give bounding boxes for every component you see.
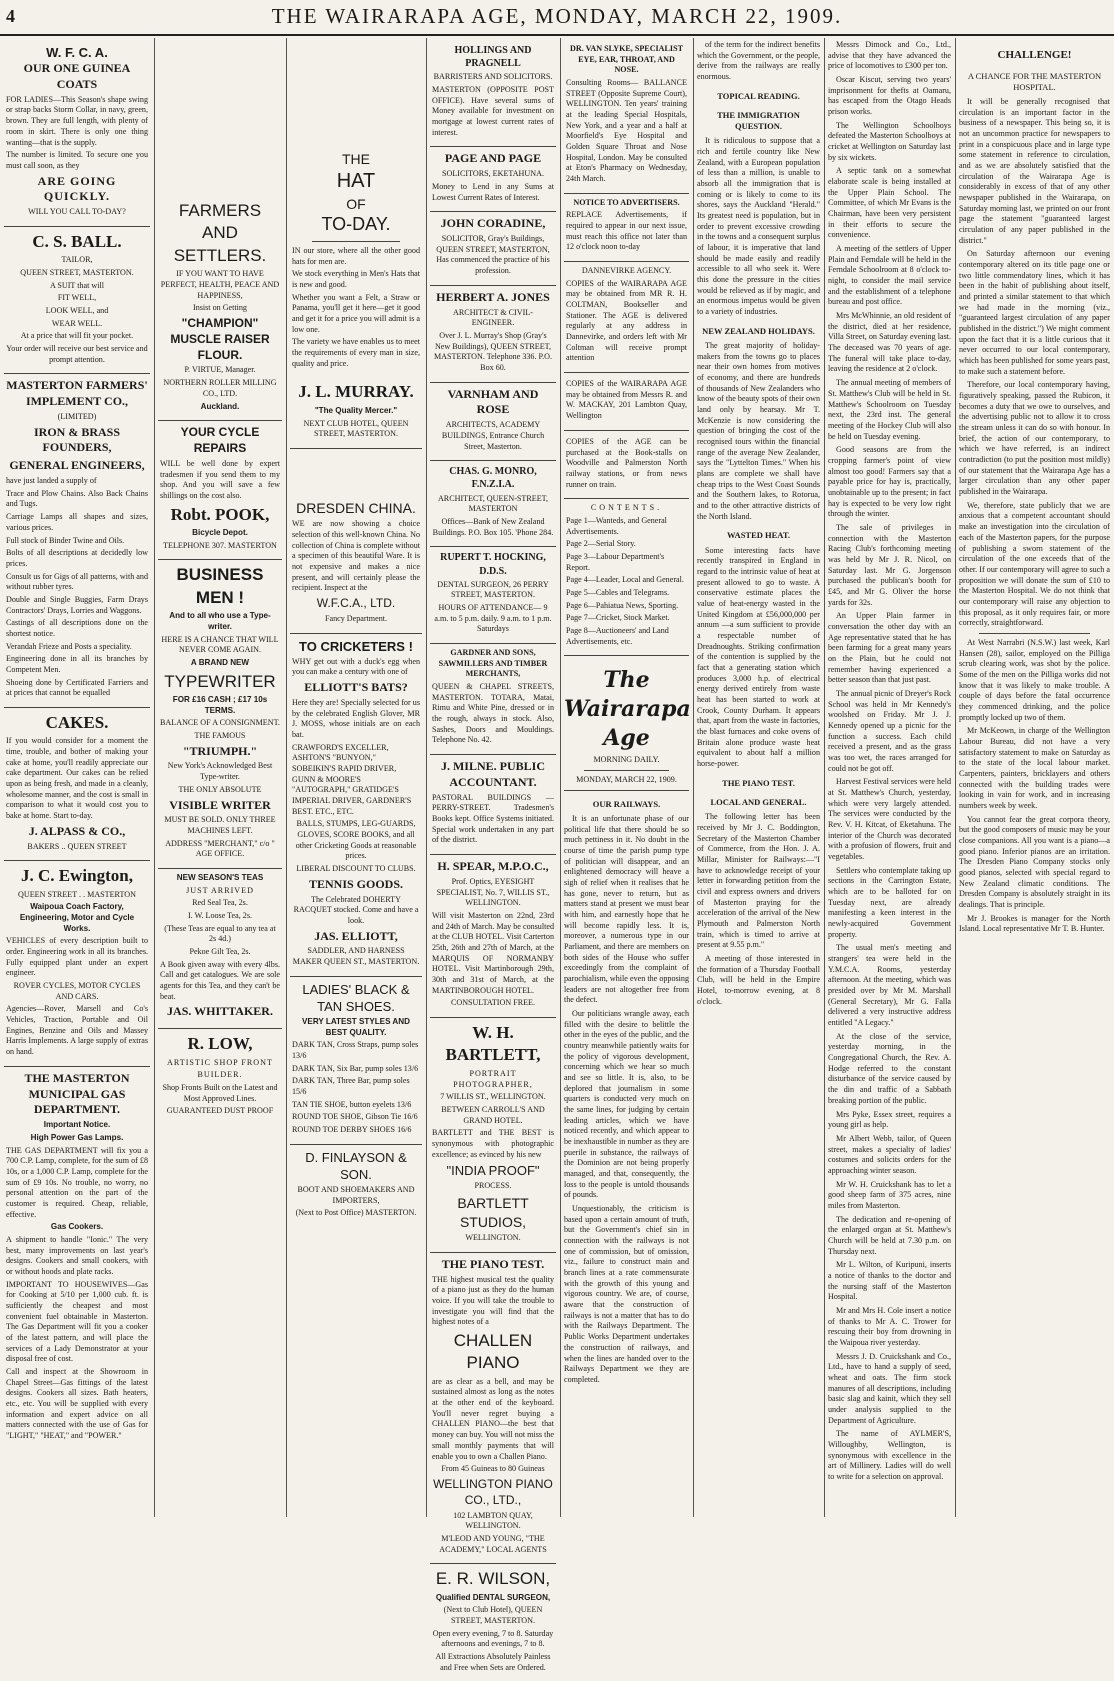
ad-heading: CHALLEN PIANO	[453, 1330, 533, 1373]
ladies-shoes-ad	[290, 977, 422, 1145]
ad-heading: THE	[342, 151, 370, 167]
teas-ad	[158, 869, 282, 1029]
ad-text: Will visit Masterton on 22nd, 23rd and 24th of March. May be consulted at the CLUB HOTEL. Visit Carterton 25th, 26th and 27th of March, at the MARQUIS OF NORMANBY HOTEL. Visit Martinborough 29th, 30th and 31st of March, at the MARTINBOROUGH HOTEL.	[432, 911, 554, 995]
ad-heading: HAT	[336, 170, 376, 193]
ad-text: At a price that will fit your pocket.	[20, 331, 134, 341]
ad-heading: JOHN CORADINE,	[440, 216, 546, 231]
ad-heading: VISIBLE WRITER	[169, 797, 271, 812]
contents-line: Page 1—Wanteds, and General Advertisements.	[566, 515, 667, 536]
ad-heading: C. S. BALL.	[32, 231, 122, 251]
shop-front-ad	[158, 1029, 282, 1125]
column-7	[828, 40, 951, 1518]
ad-heading: "TRIUMPH."	[182, 743, 258, 758]
pragnell-ad	[430, 40, 556, 147]
ad-text: are as clear as a bell, and may be sustained almost as long as the notes at the other end of the keyboard. You'll never regret buying a CHALLEN PIANO—the best that money can buy. You will not miss the small monthly payments that will enable you to own a Challen Piano.	[432, 1376, 554, 1461]
ad-text: FOR LADIES—This Season's shape swing or strap backs Storm Collar, in navy, green, brown. They are full length, with plenty of room in skirt. There is only one thing wanting—that is the supply.	[6, 94, 148, 147]
ad-heading: GARDNER AND SONS, SAWMILLERS AND TIMBER MERCHANTS,	[438, 648, 548, 679]
ad-heading: J. ALPASS & CO.,	[28, 823, 126, 838]
article-heading: NEW ZEALAND HOLIDAYS.	[702, 325, 815, 336]
ad-text: BARTLETT and THE BEST is synonymous with photographic excellence; as evinced by his new	[432, 1128, 554, 1159]
ad-text: ARTISTIC SHOP FRONT	[167, 1057, 273, 1067]
ad-text: have just landed a supply of	[6, 476, 97, 486]
ad-text: CRAWFORD'S EXCELLER, ASHTON'S "BUNYON," SOBEIKIN'S RAPID DRIVER, GUNN & MOORE'S "AUTOGRAPH," GRATIDGE'S IMPERIAL DRIVER, GARDNER'S BEST. ETC., ETC.	[292, 742, 412, 816]
coradine-ad	[430, 212, 556, 286]
ad-heading: J. MILNE. PUBLIC ACCOUNTANT.	[440, 759, 545, 789]
ad-text: BUILDER.	[197, 1070, 243, 1080]
news-paragraph: Settlers who contemplate taking up sections in the Carrington Estate, which are to be balloted for on Tuesday next, are already manifesting a keen interest in the newly-acquired Government property.	[828, 865, 951, 939]
article-paragraph: Mr J. Brookes is manager for the North Island. Local representative Mr T. B. Hunter.	[959, 913, 1110, 934]
news-paragraph: The dedication and re-opening of the enlarged organ at St. Matthew's Church will be held at 7.30 p.m. on Thursday next.	[828, 1214, 951, 1256]
news-paragraph: A septic tank on a somewhat elaborate scale is being installed at the Upper Plain School. The Committee, of which Mr Evans is the Chairman, have been very persistent in their efforts to secure the convenience.	[828, 166, 951, 240]
page-number: 4	[6, 6, 15, 26]
ad-text: All Extractions Absolutely Painless and Free when Sets are Ordered.	[435, 1651, 551, 1672]
ad-text: A Book given away with every 4lbs. Call and get catalogues. We are sole agents for this Tea, and they can't be beat.	[160, 959, 280, 1001]
ad-text: GUARANTEED DUST PROOF	[166, 1106, 274, 1116]
article-paragraph: Mr McKeown, in charge of the Wellington Labour Bureau, did not have a very satisfactory statement to make on Saturday as to the state of the local labour market. Carpenters, painters, bricklayers and others connected with the building trades were looking in vain for work, and in increasing numbers week by week.	[959, 726, 1110, 810]
ad-text: Trace and Plow Chains. Also Back Chains and Tugs.	[6, 488, 148, 509]
contents-line: Page 5—Cables and Telegrams.	[566, 587, 670, 597]
ad-heading: D. FINLAYSON & SON.	[305, 1149, 407, 1182]
ad-text: BALANCE OF A CONSIGNMENT.	[160, 718, 280, 728]
news-paragraph: Mr L. Wilton, of Kuripuni, inserts a notice of thanks to the doctor and the nursing staff of the Masterton Hospital.	[828, 1260, 951, 1302]
ad-text: Shoeing done by Certificated Farriers and at prices that cannot be equalled	[6, 677, 148, 698]
ad-text: The variety we have enables us to meet the requirements of every man in size, quality and price.	[292, 337, 420, 368]
ad-subheading: FOR £16 CASH ; £17 10s TERMS.	[172, 694, 268, 715]
ad-text: Castings of all descriptions done on the shortest notice.	[6, 618, 148, 638]
article-heading: THE IMMIGRATION QUESTION.	[717, 109, 800, 132]
article-paragraph: Therefore, our local contemporary having, figuratively speaking, passed the Rubicon, it becomes a duty that we owe to ourselves, and the advertising public not to allow it to cross the stream unless it can do so with honour. In brief, the action of our contemporary, to which we have referred, is an indirect contradiction (to put the position most mildly) of our statement that the Wairarapa Age has a larger circulation than any other paper published in the Wairarapa.	[959, 380, 1110, 497]
nameplate-title: The Wairarapa Age	[564, 667, 691, 752]
news-paragraph: Mrs McWhinnie, an old resident of the district, died at her residence, Villa Street, on Saturday evening last. The deceased was 70 years of age. The funeral will take place to-day, leaving the residence at 2 o'clock.	[828, 311, 951, 374]
article-paragraph: Our politicians wrangle away, each filled with the desire to belittle the other in the eyes of the public, and the country meanwhile patiently waits for the policy of vigorous development, concerning which we hear so much and see so little. It is, also, to be deplored that journalism in some quarters is conducted very much on the same lines, for judging by certain leading articles, which we have noticed recently, and which appear to be inexhaustible in number as they are puerile in substance, the railways of the Dominion are not being properly managed, and that, consequently, the loss to the people is untold thousands of pounds.	[564, 1009, 689, 1200]
ad-heading: FARMERS AND SETTLERS.	[173, 201, 267, 265]
news-paragraph: Mr Albert Webb, tailor, of Queen street, makes a specialty of ladies' costumes and solicits orders for the approaching winter season.	[828, 1133, 951, 1175]
ad-text: M'LEOD AND YOUNG, "THE ACADEMY," LOCAL AGENTS	[439, 1533, 547, 1554]
ad-subheading: High Power Gas Lamps.	[30, 1132, 124, 1142]
ad-heading: CAKES.	[45, 712, 109, 732]
ad-text: MUST BE SOLD. ONLY THREE MACHINES LEFT.	[164, 815, 276, 835]
ad-text: Offices—Bank of New Zealand Buildings. P.O. Box 105. 'Phone 284.	[432, 517, 554, 537]
price-line: DARK TAN, Cross Straps, pump soles 13/6	[292, 1040, 419, 1061]
ad-text: (These Teas are equal to any tea at 2s 4d.)	[164, 923, 276, 944]
dresden-ad	[290, 449, 422, 634]
ad-heading: "CHAMPION" MUSCLE RAISER FLOUR.	[170, 316, 270, 362]
article-paragraph: It is ridiculous to suppose that a rich and fertile country like New Zealand, with a European population of less than a million, is unable to absorb all the immigration that is coming or is likely to come to its shores, says the Auckland "Herald." Its greatest need is population, but in order to prevent excessive crowding in the towns and a consequent surplus of labour, it is imperative that land should be made easily and readily accessible to all who seek it. Were this done the pressure in the cities would be relieved as if by magic, and an enormous impetus would be given to a variety of industries.	[697, 136, 820, 317]
ad-heading: NEW SEASON'S TEAS	[176, 873, 264, 883]
ad-heading: TENNIS GOODS.	[308, 876, 404, 891]
contents-line: Page 7—Cricket, Stock Market.	[566, 613, 670, 623]
ad-text: HERE IS A CHANCE THAT WILL NEVER COME AGAIN.	[161, 634, 279, 655]
spear-ad	[430, 855, 556, 1018]
ad-text: Insist on Getting	[193, 303, 247, 313]
gardner-ad	[430, 644, 556, 755]
price-line: DARK TAN, Six Bar, pump soles 13/6	[292, 1063, 419, 1073]
finlayson-ad	[290, 1145, 422, 1227]
article-paragraph: It is an unfortunate phase of our political life that there should be so much pettiness in it. No doubt in the course of time the parish pump type of politician will disappear, and an enlightened democracy will heave a sigh of relief when it realises that he has gone, never to return, but as matters stand at present we must bear with him, and earnestly hope that he will become rapidly less. It is, moreover, a numerous type in our Parliament, and there are members on both sides of the House who suffer exceedingly from the complaint of parochialism, while even the opposing leaders are not altogether free from the defect.	[564, 813, 689, 1005]
ewington-ad	[4, 861, 150, 1067]
ad-text: QUEEN STREET, MASTERTON.	[20, 267, 134, 277]
news-paragraph: The name of AYLMER'S, Willoughby, Wellington, is synonymous with excellence in the art of Millinery. Ladies will do well to write for a selection on approval.	[828, 1429, 951, 1481]
ad-text: Fancy Department.	[324, 613, 388, 623]
ad-text: NEXT CLUB HOTEL, QUEEN STREET, MASTERTON.	[303, 418, 409, 439]
column-rule	[693, 38, 694, 1517]
ad-text: THE ONLY ABSOLUTE	[178, 784, 262, 794]
ad-heading: NOTICE TO ADVERTISERS.	[573, 197, 680, 207]
ad-text: SADDLER, AND HARNESS MAKER QUEEN ST., MASTERTON.	[292, 946, 420, 967]
ad-text: TAILOR,	[61, 255, 93, 265]
news-paragraph: The annual meeting of members of St. Matthew's Club will be held in St. Matthew's Schoolroom on Tuesday next, the 23rd inst. The general meeting of the Hockey Club will also be held on Tuesday evening.	[828, 378, 951, 441]
ad-text: ADDRESS "MERCHANT," c/o " AGE OFFICE.	[165, 838, 275, 859]
ad-text: COPIES of the AGE can be purchased at the Book-stalls on Woodville and Palmerston North railway stations, or from news runner on train.	[566, 436, 687, 489]
news-paragraph: A meeting of the settlers of Upper Plain and Ferndale will be held in the Ferndale Schoolroom at 8 o'clock to-night, to consider the mail service and the establishment of a telephone bureau and post office.	[828, 244, 951, 307]
contents-line: Page 8—Auctioneers' and Land Advertisements, etc.	[566, 625, 669, 646]
article-paragraph: The great majority of holiday-makers from the towns go to places near their own homes from motives of economy, and there are hundreds of thousands of New Zealanders who know of the beauty spots of their own land only by hearsay. Mr T. McKenzie is now considering the question of bringing the cost of the recognised tours within the financial range of the average New Zealander, says the "Lyttelton Times." When his plans are complete we shall have cheap trips to the West Coast Sounds and the Southern lakes, to Rotorua, and to the other attractive districts of the North Island.	[697, 340, 820, 521]
ad-text: PASTORAL BUILDINGS — PERRY-STREET. Tradesmen's Books kept. Office Systems initiated. Special work undertaken in any part of the district.	[432, 792, 554, 845]
article-paragraph: It will be generally recognised that circulation is an important factor in the business of a newspaper. This being so, it is not an uncommon practice for newspapers to print in a conspicuous place and in large type some statement in reference to circulation, and as we are absolutely satisfied that the circulation of the Wairarapa Age is considerably in excess of that of any other newspaper published in the Wairarapa, on Saturday morning last, we printed on our front page the statement "guaranteed largest circulation of any paper published in the district."	[959, 96, 1110, 245]
guinea-coats-ad	[4, 40, 150, 227]
news-paragraph: Good seasons are from the cropping farmer's point of view almost too good! Farmers say that a payable price for hay is, practically, unobtainable up to the present; in fact hay is expected to be very low right through the winter.	[828, 445, 951, 519]
copies-notice	[564, 373, 689, 431]
ad-text: JUST ARRIVED	[186, 885, 254, 895]
ad-text: WEAR WELL.	[51, 318, 103, 328]
news-paragraph: At the close of the service, yesterday morning, in the Congregational Church, the Rev. A. Hodge referred to the constant disturbance of the service caused by the din and traffic of a Sabbath breaking portion of the public.	[828, 1031, 951, 1105]
ad-subheading: Bicycle Depot.	[192, 527, 248, 537]
varnham-ad	[430, 383, 556, 462]
ad-heading: MASTERTON FARMERS' IMPLEMENT CO.,	[6, 378, 148, 409]
ad-heading: H. SPEAR, M.P.O.C.,	[437, 859, 549, 874]
farmers-implement-ad	[4, 374, 150, 708]
ad-text: I. W. Loose Tea, 2s.	[187, 911, 253, 921]
ad-subheading: Waipoua Coach Factory, Engineering, Motor and Cycle Works.	[19, 902, 135, 933]
editorial-nameplate	[564, 656, 689, 790]
ad-heading: J. L. MURRAY.	[298, 382, 414, 402]
ad-text: Agencies—Rover, Marsell and Co's Vehicles, Traction, Portable and Oil Engines, Benzine and Oils and Massey Harris Implements. A large supply of extras on hand.	[6, 1004, 148, 1057]
contents-line: Page 3—Labour Department's Report.	[566, 551, 665, 572]
ad-text: DENTAL SURGEON, 26 PERRY STREET, MASTERTON.	[437, 579, 549, 600]
vanslyke-ad	[564, 40, 689, 194]
article-heading: WASTED HEAT.	[727, 530, 790, 541]
column-2	[158, 40, 282, 1518]
ad-heading: TYPEWRITER	[164, 671, 276, 691]
news-paragraph: Mr W. H. Cruickshank has to let a good sheep farm of 375 acres, nine miles from Masterton.	[828, 1179, 951, 1210]
ad-text: TELEPHONE 307. MASTERTON	[163, 540, 277, 550]
news-paragraph: An Upper Plain farmer in conversation the other day with an Age representative stated that he has been farming for a great many years on the Plain, but he could not remember having experienced a better season than that just past.	[828, 611, 951, 685]
farmers-settlers-ad	[158, 40, 282, 421]
ad-text: ARCHITECT, QUEEN-STREET, MASTERTON	[437, 493, 549, 514]
ad-text: ROVER CYCLES, MOTOR CYCLES AND CARS.	[13, 981, 141, 1001]
ad-subheading: And to all who use a Type-writer.	[169, 611, 271, 631]
hat-ad	[290, 40, 422, 449]
ad-text: New York's Acknowledged Best Type-writer.	[167, 761, 273, 782]
ad-text: We stock everything in Men's Hats that is new and good.	[292, 269, 420, 290]
article-paragraph: A meeting of those interested in the formation of a Thursday Football Club, will be held in the Empire Hotel, to-morrow evening, at 8 o'clock.	[697, 953, 820, 1006]
news-paragraph: The Wellington Schoolboys defeated the Masterton Schoolboys at cricket at Wellington on Saturday last by six wickets.	[828, 120, 951, 162]
ad-heading: BUSINESS MEN !	[176, 565, 264, 607]
column-rule	[824, 38, 825, 1517]
news-paragraph: Oscar Kiscut, serving two years' imprisonment for thefts at Oamaru, has escaped from the Otago Heads prison works.	[828, 75, 951, 117]
ad-text: QUEEN STREET . . MASTERTON	[18, 889, 136, 899]
edition-date: MONDAY, MARCH 22, 1909.	[576, 775, 677, 785]
article-paragraph: You cannot fear the great corpora theory, but the good composers of music may be your close companions. All you want is a piano—a good piano. Inferior pianos are an irritation. The Dresden Piano Company stocks only good pianos, selected with special regard to New Zealand climatic conditions. The Dresden Company is absolutely straight in its dealings. That is principle.	[959, 814, 1110, 909]
ad-subheading: Qualified DENTAL SURGEON,	[435, 1592, 551, 1602]
ad-text: Verandah Frieze and Posts a speciality.	[6, 641, 132, 651]
contents-line: Page 6—Pahiatua News, Sporting.	[566, 600, 679, 610]
ad-heading: CHAS. G. MONRO, F.N.Z.I.A.	[449, 466, 537, 491]
ball-tailor-ad	[4, 227, 150, 374]
ad-text: IMPORTANT TO HOUSEWIVES—Gas for Cooking at 5/10 per 1,000 cub. ft. is sufficiently the cheapest and most convenient fuel obtainable in Masterton. The Gas Department will fit you a cooker of the latest pattern, and will place the services of a Lady Demonstrator at your disposal free of cost.	[6, 1279, 148, 1364]
ad-text: From 45 Guineas to 80 Guineas	[441, 1464, 545, 1474]
price-line: TAN TIE SHOE, button eyelets 13/6	[292, 1099, 412, 1109]
ad-heading: HERBERT A. JONES	[436, 289, 550, 304]
ad-heading: TO CRICKETERS !	[299, 638, 413, 654]
ad-text: Over J. L. Murray's Shop (Gray's New Buildings), QUEEN STREET, MASTERTON. Telephone 336. P.O. Box 60.	[433, 330, 553, 372]
ad-heading: ARE GOING QUICKLY.	[37, 173, 117, 204]
ad-subheading: VERY LATEST STYLES AND BEST QUALITY.	[302, 1017, 410, 1037]
ad-text: Double and Single Buggies, Farm Drays Contractors' Drays, Lorries and Waggons.	[6, 594, 148, 615]
monro-ad	[430, 461, 556, 547]
ad-text: THE GAS DEPARTMENT will fix you a 700 C.P. Lamp, complete, for the sum of £8 10s, or a 1,000 C.P. Lamp, complete for the sum of £9 10s. No trouble, no worry, no personal attention on the part of the customer is required. Cheap, reliable, effective.	[6, 1145, 148, 1219]
ad-heading: HOLLINGS AND PRAGNELL	[454, 45, 532, 70]
ad-text: (Next to Club Hotel), QUEEN STREET, MASTERTON.	[443, 1605, 543, 1625]
typewriter-ad	[158, 560, 282, 869]
ad-text: WILL be well done by expert tradesmen if you send them to my shop. And you will save a few shillings on the cost also.	[160, 458, 280, 500]
ad-subheading: Gas Cookers.	[50, 1222, 104, 1232]
ad-text: LIBERAL DISCOUNT TO CLUBS.	[296, 864, 416, 873]
ad-heading: DANNEVIRKE AGENCY.	[581, 266, 672, 276]
cricket-ad	[290, 634, 422, 977]
column-5	[564, 40, 689, 1518]
article-paragraph: We, therefore, state publicly that we are anxious that a competent accountant should make an investigation into the circulation of each of the Masterton papers, for the purpose of publishing a sworn statement of the circulation of the one exceeds that of the other. If our contemporary will agree to such a proposition we will donate the sum of £10 to the Masterton Hospital. We do not think that our contemporary will raise any objection to this proposal, as it only requires fair, or more correctly, straightforward.	[959, 500, 1110, 628]
ad-text: COPIES of the WAIRARAPA AGE may be obtained from MR R. H. COLTMAN, Bookseller and Stationer. The AGE is delivered regularly at any address in Dannevirke, and orders left with Mr Coltman will receive prompt attention	[566, 278, 687, 363]
railways-article	[564, 799, 689, 1386]
article-paragraph: The following letter has been received by Mr J. C. Boddington, Secretary of the Masterton Chamber of Commerce, from the Hon. J. A. Millar, Minister for Railways:—"I have to acknowledge receipt of your letter in forwarding petition from the civil and express owners and drivers of Masterton praying for the acceleration of the arrival of the New Plymouth and Palmerston North train, which is timed to arrive at present at 9.55 p.m."	[697, 812, 820, 950]
article-heading: TOPICAL READING.	[717, 90, 800, 101]
ad-text: Consult us for Gigs of all patterns, with and without rubber tyres.	[6, 571, 148, 592]
ad-heading: VARNHAM AND ROSE	[447, 386, 539, 417]
column-rule	[426, 38, 427, 1517]
ad-subheading: Auckland.	[200, 401, 240, 411]
ad-heading: OUR ONE GUINEA COATS	[23, 61, 131, 91]
ad-text: IN our store, where all the other good hats for men are.	[292, 246, 420, 266]
ad-heading: YOUR CYCLE REPAIRS	[180, 425, 260, 455]
ad-text: Pekoe Gilt Tea, 2s.	[189, 947, 251, 957]
ad-text: The number is limited. To secure one you must call soon, as they	[6, 150, 148, 170]
ad-text: BETWEEN CARROLL'S AND GRAND HOTEL.	[441, 1104, 545, 1125]
news-paragraph: Messrs Dimock and Co., Ltd., advise that they have advanced the price of locomotives to £300 per ton.	[828, 40, 951, 71]
news-paragraph: The annual picnic of Dreyer's Rock School was held in Mr Kennedy's woolshed on Friday. Mr J. J. Kennedy opened up a picnic for the function a success. Each child received a present, and as the grass was too wet, the races arranged for could not be got off.	[828, 688, 951, 773]
article-paragraph: Unquestionably, the criticism is based upon a certain amount of truth, but the Government's chief sin in connection with the railways is not one of commission, but of omission, viz., failure to construct main and branch lines at a rate commensurate with the growth of this young and vigorous country. We are, of course, aware that the construction of railways is not a matter that has to do with the Railways Department. The Public Works Department undertakes the construction of railways, and when the lines are handed over to the Railways Department we they are completed.	[564, 1204, 689, 1384]
ad-heading: TO-DAY.	[321, 214, 391, 235]
column-rule	[286, 38, 287, 1517]
ad-text: BAKERS .. QUEEN STREET	[27, 841, 127, 851]
column-4	[430, 40, 556, 1672]
ad-text: MASTERTON (OPPOSITE POST OFFICE). Have several sums of Money available for investment on mortgage at lowest current rates of interest.	[432, 85, 554, 137]
ad-text: Money to Lend in any Sums at Lowest Current Rates of Interest.	[432, 181, 554, 202]
ad-text: Carriage Lamps all shapes and sizes, various prices.	[6, 512, 148, 532]
column-rule	[154, 38, 155, 1517]
ad-text: The Celebrated DOHERTY RACQUET stocked. Come and have a look.	[293, 894, 419, 925]
article-heading: OUR RAILWAYS.	[592, 798, 661, 809]
ad-text: Engineering done in all its branches by Competent Men.	[6, 654, 148, 674]
ad-heading: ELLIOTT'S BATS?	[304, 680, 408, 695]
contents-box	[564, 499, 689, 656]
bartlett-ad	[430, 1018, 556, 1253]
ad-text: Consulting Rooms— BALLANCE STREET (Opposite Supreme Court), WELLINGTON. Ten years' training at the leading Special Hospitals, New York, and a year and a half at Moorfield's Eye Hospital and Golden Square Throat and Nose Hospital, London. May be consulted at Eton's Pharmacy on Wednesday, 24th March.	[566, 78, 687, 184]
ad-heading: LADIES' BLACK & TAN SHOES.	[302, 981, 410, 1014]
contents-line: Page 4—Leader, Local and General.	[566, 575, 684, 585]
column-rule	[560, 38, 561, 1517]
ad-heading: W.F.C.A., LTD.	[316, 596, 396, 611]
ad-heading: "INDIA PROOF"	[446, 1163, 540, 1179]
article-paragraph: At West Narrabri (N.S.W.) last week, Karl Hansen (28), sailor, employed on the Pilliga scrub clearing work, was shot by the police. Some of the men on the Pilliga works did not know that it was likely to make trouble. A couple of days before the fatal occurrence they commenced drinking, and the police promptly locked up two of them.	[959, 637, 1110, 722]
ad-heading: GENERAL ENGINEERS,	[9, 458, 145, 473]
ad-heading: OF	[346, 195, 366, 212]
news-paragraph: Mr and Mrs H. Cole insert a notice of thanks to Mr A. C. Trower for rescuing their boy from drowning in the Waipoua river yesterday.	[828, 1305, 951, 1347]
ad-text: COPIES of the WAIRARAPA AGE may be obtained from Messrs R. and W. MACKAY, 201 Lambton Quay, Wellington	[566, 379, 687, 421]
ad-text: THE highest musical test the quality of a piano just as they do the human voice. If you will take the trouble to investigate you will find that the highest notes of a	[432, 1274, 554, 1327]
price-line: ROUND TOE DERBY SHOES 16/6	[292, 1125, 412, 1135]
newspaper-title: THE WAIRARAPA AGE, MONDAY, MARCH 22, 1909.	[271, 4, 843, 28]
column-6	[697, 40, 820, 1518]
notice-advertisers	[564, 194, 689, 262]
ad-text: PORTRAIT PHOTOGRAPHER,	[453, 1068, 533, 1089]
ad-text: Open every evening, 7 to 8. Saturday afternoons and evenings, 7 to 8.	[432, 1628, 554, 1649]
ad-text: WELLINGTON.	[465, 1233, 521, 1243]
ad-heading: IRON & BRASS FOUNDERS,	[33, 424, 120, 455]
ad-text: Your order will receive our best service and prompt attention.	[6, 343, 148, 364]
ad-heading: DR. VAN SLYKE, SPECIALIST EYE, EAR, THROAT, AND NOSE.	[570, 44, 683, 75]
ad-heading: W. H. BARTLETT,	[445, 1023, 541, 1065]
jones-ad	[430, 286, 556, 383]
ad-heading: JAS. ELLIOTT,	[314, 928, 398, 943]
ad-heading: THE MASTERTON MUNICIPAL GAS DEPARTMENT.	[24, 1070, 130, 1117]
ad-text: Whether you want a Felt, a Straw or Panama, you'll get it here—get it good and get it for a price you will admit is a low one.	[292, 292, 420, 334]
cakes-ad	[4, 708, 150, 861]
article-paragraph: Some interesting facts have recently transpired in England in regard to the intrinsic value of heat at present allowed to go to waste. A conservative estimate places the value of heat-energy wasted in the United Kingdom at £56,000,000 per annum —a sum sufficient to provide a respectable number of Dreadnoughts. Striking confirmation of the contention is supplied by the fact that a generating station which produces 3,000 h.p. of electrical energy derived entirely from waste heat has been started to work at Crook, County Durham. It appears that, apart from the waste in factories, the blast furnaces and coke ovens of Britain alone produce waste heat equivalent to about half a million horse-power.	[697, 545, 820, 769]
column-1	[4, 40, 150, 1518]
ad-text: REPLACE Advertisements, if required to appear in our next issue, must reach this office not later than 12 o'clock noon to-day	[566, 210, 687, 252]
ad-text: ARCHITECTS, ACADEMY BUILDINGS, Entrance Church Street, Masterton.	[441, 420, 545, 451]
ad-text: (Next to Post Office) MASTERTON.	[295, 1208, 417, 1218]
cycle-repairs-ad	[158, 421, 282, 560]
gas-department-ad	[4, 1067, 150, 1450]
article-heading: CHALLENGE!	[997, 49, 1072, 61]
news-paragraph: Harvest Festival services were held at St. Matthew's Church, yesterday, which were very largely attended. The services were conducted by the Rev. V. H. Kitcat, of Eketahuna. The interior of the Church was decorated with a profusion of flowers, fruit and vegetables.	[828, 777, 951, 862]
ad-text: IF YOU WANT TO HAVE PERFECT, HEALTH, PEACE AND HAPPINESS,	[160, 269, 280, 300]
ad-text: WHY get out with a duck's egg when you can make a century with one of	[292, 656, 420, 677]
ad-text: P. VIRTUE, Manager.	[184, 365, 256, 375]
ad-text: ARCHITECT & CIVIL-ENGINEER.	[453, 307, 533, 328]
news-paragraph: The usual men's meeting and strangers' tea were held in the Y.M.C.A. Rooms, yesterday afternoon. At the meeting, which was presided over by Mr M. Marshall (General Secretary), Mr G. Falla delivered a very instructive address entitled "A Legacy."	[828, 943, 951, 1028]
ad-text: THE FAMOUS	[194, 730, 246, 740]
news-paragraph: The sale of privileges in connection with the Masterton Racing Club's forthcoming meeting was held by Mr J. R. Nicol, on Saturday last. Mr G. Jorgenson purchased the publican's booth for £45, and Mr G. Oliver the horse yards for 32s.	[828, 522, 951, 607]
ad-text: HOURS OF ATTENDANCE— 9 a.m. to 5 p.m. daily. 9 a.m. to 1 p.m. Saturdays	[434, 603, 552, 634]
ad-text: VEHICLES of every description built to order. Engineering work in all its branches. Fully equipped plant under an expert engineer.	[6, 936, 148, 978]
ad-heading: E. R. WILSON,	[435, 1569, 551, 1589]
ad-text: SOLICITORS, EKETAHUNA.	[442, 169, 544, 179]
ad-subheading: "The Quality Mercer."	[314, 405, 398, 415]
article-paragraph: On Saturday afternoon our evening contemporary altered on its title page one or two little commendatory lines, which it has been in the habit of publishing about itself, and printed a similar statement to that which we had made in the morning (viz., "guaranteed largest circulation of any paper published in the district.") We might comment upon the fact that it is a little curious that it never occurred to our local contemporary, which has been published for some years past, to make such a statement before.	[959, 249, 1110, 376]
hocking-ad	[430, 547, 556, 644]
dannevirke-agency	[564, 262, 689, 373]
ad-heading: BARTLETT STUDIOS,	[457, 1195, 529, 1230]
contents-line: Page 2—Serial Story.	[566, 539, 636, 549]
wilson-dental-ad	[430, 1564, 556, 1681]
milne-ad	[430, 755, 556, 855]
article-paragraph: of the term for the indirect benefits which the Government, or the people, derive from the railways are really enormous.	[697, 40, 820, 82]
ad-text: WE are now showing a choice selection of this well-known China. No collection of China is complete without a specimen of this beautiful Ware. It is not expensive and makes a nice present, and will certainly please the recipient. Inspect at the	[292, 519, 420, 593]
ad-text: Red Seal Tea, 2s.	[192, 898, 248, 908]
article-heading: THE PIANO TEST.	[722, 777, 795, 788]
nameplate-subtitle: MORNING DAILY.	[593, 755, 660, 765]
ad-text: Shop Fronts Built on the Latest and Most Approved Lines.	[162, 1083, 278, 1103]
ad-text: NORTHERN ROLLER MILLING CO., LTD.	[163, 378, 277, 398]
ad-text: Call and inspect at the Showroom in Chapel Street—Gas fittings of the latest designs. Cookers all sizes. Bath heaters, etc., etc. You will be supplied with every information and expert advice on all matters connected with the use of Gas for "LIGHT," "HEAT," and "POWER."	[6, 1367, 148, 1441]
contents-heading: CONTENTS.	[590, 503, 663, 513]
ad-heading: R. LOW,	[187, 1034, 253, 1054]
column-8	[959, 40, 1110, 1518]
ad-heading: RUPERT T. HOCKING, D.D.S.	[440, 552, 546, 577]
ad-text: WILL YOU CALL TO-DAY?	[28, 207, 126, 217]
ad-heading: WELLINGTON PIANO CO., LTD.,	[433, 1476, 553, 1507]
ad-text: FIT WELL,	[57, 293, 97, 303]
ad-subheading: Important Notice.	[43, 1120, 111, 1130]
ad-text: PROCESS.	[474, 1181, 512, 1191]
article-subheading: A CHANCE FOR THE MASTERTON HOSPITAL.	[967, 70, 1102, 92]
ad-text: A shipment to handle "Ionic." The very best, many improvements on last year's designs. Cookers and small cookers, with or without hoods and plate racks.	[6, 1234, 148, 1276]
ad-text: Bolts of all descriptions at decidedly low prices.	[6, 548, 148, 568]
challen-piano-ad	[430, 1253, 556, 1564]
ad-heading: JAS. WHITTAKER.	[167, 1004, 273, 1019]
copies-notice	[564, 431, 689, 499]
ad-text: CONSULTATION FREE.	[450, 998, 536, 1008]
page-solicitors-ad	[430, 147, 556, 212]
column-rule	[955, 38, 956, 1517]
ad-subheading: A BRAND NEW	[190, 657, 250, 667]
price-line: DARK TAN, Three Bar, pump soles 15/6	[292, 1076, 410, 1097]
news-paragraph: Messrs J. D. Cruickshank and Co., Ltd., have to hand a supply of seed, wheat and oats. The firm stock manures of all descriptions, including basic slag and kainit, which they sell under analysis supplied to the Department of Agriculture.	[828, 1351, 951, 1425]
ad-text: Here they are! Specially selected for us by the celebrated English Glover, MR J. MOSS, whose initials are on each bat.	[292, 697, 420, 739]
ad-heading: DRESDEN CHINA.	[296, 499, 416, 516]
ad-text: BALLS, STUMPS, LEG-GUARDS, GLOVES, SCORE BOOKS, and all other Cricketing Goods at reasonable prices.	[295, 819, 417, 861]
ad-text: If you would consider for a moment the time, trouble, and bother of making your cake at home, you'll readily appreciate our cake department. Our cakes can be relied upon as being fresh, and made in a cleanly, wholesome manner, and the cost is small in comparison to what it would cost you to bake at home. Start to-day.	[6, 736, 148, 821]
ad-text: BOOT AND SHOEMAKERS AND IMPORTERS,	[297, 1185, 415, 1205]
ad-text: (LIMITED)	[57, 411, 97, 421]
column-3	[290, 40, 422, 1518]
ad-heading: PAGE AND PAGE	[444, 151, 542, 166]
masthead	[0, 0, 1114, 36]
ad-text: Full stock of Binder Twine and Oils.	[6, 535, 125, 545]
price-line: ROUND TOE SHOE, Gibson Tie 16/6	[292, 1112, 418, 1122]
wfca-logo: W. F. C. A.	[46, 45, 108, 60]
ad-text: 102 LAMBTON QUAY, WELLINGTON.	[453, 1510, 533, 1531]
ad-text: BARRISTERS AND SOLICITORS.	[433, 72, 553, 82]
ad-text: 7 WILLIS ST., WELLINGTON.	[440, 1092, 546, 1102]
ad-heading: J. C. Ewington,	[21, 866, 133, 886]
ad-text: QUEEN & CHAPEL STREETS, MASTERTON. TOTARA, Matai, Rimu and White Pine, dressed or in the rough, always in stock. Also, Sashes, Doors and Mouldings. Telephone No. 42.	[432, 682, 554, 745]
ad-heading: Robt. POOK,	[170, 504, 270, 524]
ad-text: SOLICITOR, Gray's Buildings, QUEEN STREET, MASTERTON, Has commenced the practice of his profession.	[436, 234, 550, 276]
ad-heading: THE PIANO TEST.	[441, 1256, 545, 1271]
ad-text: Prof. Optics, EYESIGHT SPECIALIST, No. 7, WILLIS ST., WELLINGTON.	[436, 876, 550, 908]
ad-text: LOOK WELL, and	[45, 305, 109, 315]
ad-text: A SUIT that will	[49, 280, 105, 290]
article-heading: LOCAL AND GENERAL.	[710, 796, 807, 807]
news-paragraph: Mrs Pyke, Essex street, requires a young girl as help.	[828, 1109, 951, 1130]
